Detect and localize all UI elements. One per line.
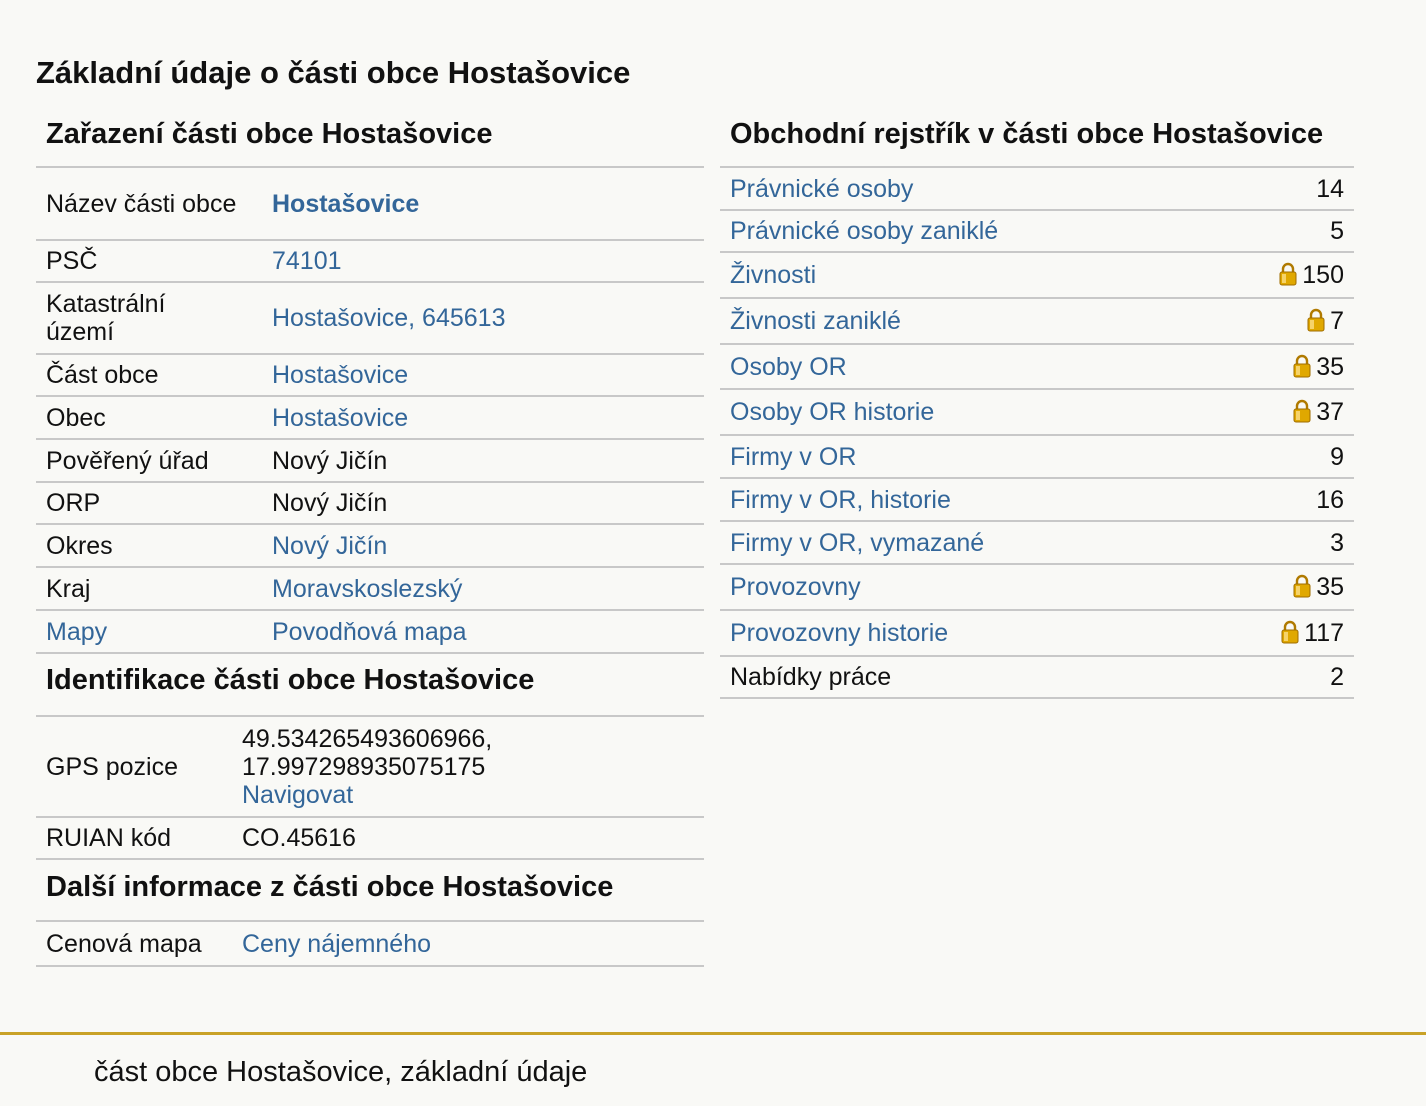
psc-link[interactable]: 74101 — [272, 247, 342, 275]
row-label: Název části obce — [36, 168, 262, 240]
registry-link[interactable]: Osoby OR historie — [730, 398, 935, 426]
row-label: Okres — [36, 524, 262, 567]
right-column — [720, 110, 1354, 699]
lock-icon — [1292, 354, 1312, 378]
rent-prices-link[interactable]: Ceny nájemného — [242, 929, 432, 958]
row-label: ORP — [36, 482, 262, 524]
table-row — [36, 610, 704, 653]
ruian-value: CO.45616 — [232, 817, 704, 859]
table-row — [36, 168, 704, 240]
row-value: Nový Jičín — [262, 482, 704, 524]
municipality-link[interactable]: Hostašovice — [272, 403, 409, 432]
row-label: Část obce — [36, 354, 262, 396]
navigate-link[interactable]: Navigovat — [242, 780, 354, 809]
lock-icon — [1306, 308, 1326, 332]
registry-count: 7 — [1330, 307, 1344, 335]
row-label: Kraj — [36, 567, 262, 610]
classification-title: Zařazení části obce Hostašovice — [36, 110, 704, 168]
registry-count: 150 — [1302, 261, 1344, 289]
registry-count: 5 — [1330, 217, 1344, 245]
classification-table — [36, 168, 704, 654]
registry-link[interactable]: Firmy v OR, vymazané — [730, 528, 985, 557]
table-row — [36, 922, 704, 966]
registry-row — [720, 435, 1354, 478]
footer-caption: část obce Hostašovice, základní údaje — [94, 1056, 588, 1088]
table-row — [36, 717, 704, 817]
registry-link[interactable]: Osoby OR — [730, 352, 847, 381]
registry-row — [720, 298, 1354, 344]
table-row — [36, 282, 704, 354]
table-row — [36, 524, 704, 567]
identification-table — [36, 717, 704, 860]
more-info-title: Další informace z části obce Hostašovice — [36, 860, 704, 922]
flood-map-link[interactable]: Povodňová mapa — [272, 617, 467, 646]
registry-count: 16 — [1316, 485, 1344, 514]
footer-divider — [0, 1032, 1426, 1035]
registry-count: 35 — [1316, 352, 1344, 381]
registry-row — [720, 521, 1354, 564]
row-label: Pověřený úřad — [36, 439, 262, 482]
table-row — [36, 396, 704, 439]
registry-table — [720, 168, 1354, 699]
row-label: GPS pozice — [36, 717, 232, 817]
registry-count: 14 — [1316, 174, 1344, 203]
table-row — [36, 482, 704, 524]
registry-row — [720, 344, 1354, 389]
registry-title: Obchodní rejstřík v části obce Hostašovice — [720, 110, 1354, 168]
registry-row — [720, 252, 1354, 298]
registry-link[interactable]: Právnické osoby — [730, 174, 914, 203]
registry-link[interactable]: Provozovny — [730, 573, 861, 601]
lock-icon — [1278, 262, 1298, 286]
registry-row — [720, 210, 1354, 252]
lock-icon — [1280, 620, 1300, 644]
registry-link[interactable]: Firmy v OR — [730, 442, 857, 471]
more-info-table — [36, 922, 704, 967]
table-row — [36, 567, 704, 610]
gps-latitude: 49.534265493606966, — [242, 724, 493, 753]
registry-link[interactable]: Provozovny historie — [730, 619, 949, 647]
registry-link[interactable]: Živnosti — [730, 261, 817, 289]
part-name-link[interactable]: Hostašovice — [272, 189, 420, 218]
row-label: PSČ — [36, 240, 262, 282]
registry-row — [720, 564, 1354, 610]
row-label: Obec — [36, 396, 262, 439]
lock-icon — [1292, 574, 1312, 598]
table-row — [36, 817, 704, 859]
maps-link[interactable]: Mapy — [46, 617, 108, 646]
region-link[interactable]: Moravskoslezský — [272, 574, 463, 603]
table-row — [36, 240, 704, 282]
left-column — [36, 110, 704, 967]
registry-count: 3 — [1330, 528, 1344, 557]
part-link[interactable]: Hostašovice — [272, 361, 409, 389]
table-row — [36, 439, 704, 482]
lock-icon — [1292, 399, 1312, 423]
row-label: Cenová mapa — [36, 922, 232, 966]
registry-link[interactable]: Právnické osoby zaniklé — [730, 217, 999, 245]
row-label: RUIAN kód — [36, 817, 232, 859]
registry-row — [720, 610, 1354, 656]
cadastral-link[interactable]: Hostašovice, 645613 — [272, 304, 506, 332]
registry-link[interactable]: Živnosti zaniklé — [730, 307, 901, 335]
registry-row — [720, 478, 1354, 521]
registry-count: 117 — [1304, 619, 1344, 647]
table-row — [36, 354, 704, 396]
identification-title: Identifikace části obce Hostašovice — [36, 654, 704, 717]
registry-label: Nabídky práce — [730, 663, 892, 691]
registry-count: 2 — [1330, 663, 1344, 691]
gps-longitude: 17.997298935075175 — [242, 752, 486, 781]
page-title: Základní údaje o části obce Hostašovice — [36, 55, 631, 90]
registry-link[interactable]: Firmy v OR, historie — [730, 485, 951, 514]
registry-count: 35 — [1316, 573, 1344, 601]
registry-row — [720, 168, 1354, 210]
registry-count: 9 — [1330, 442, 1344, 471]
district-link[interactable]: Nový Jičín — [272, 531, 388, 560]
registry-row — [720, 389, 1354, 435]
row-value: Nový Jičín — [262, 439, 704, 482]
registry-row — [720, 656, 1354, 698]
registry-count: 37 — [1316, 398, 1344, 426]
row-label: Katastrální území — [36, 282, 262, 354]
